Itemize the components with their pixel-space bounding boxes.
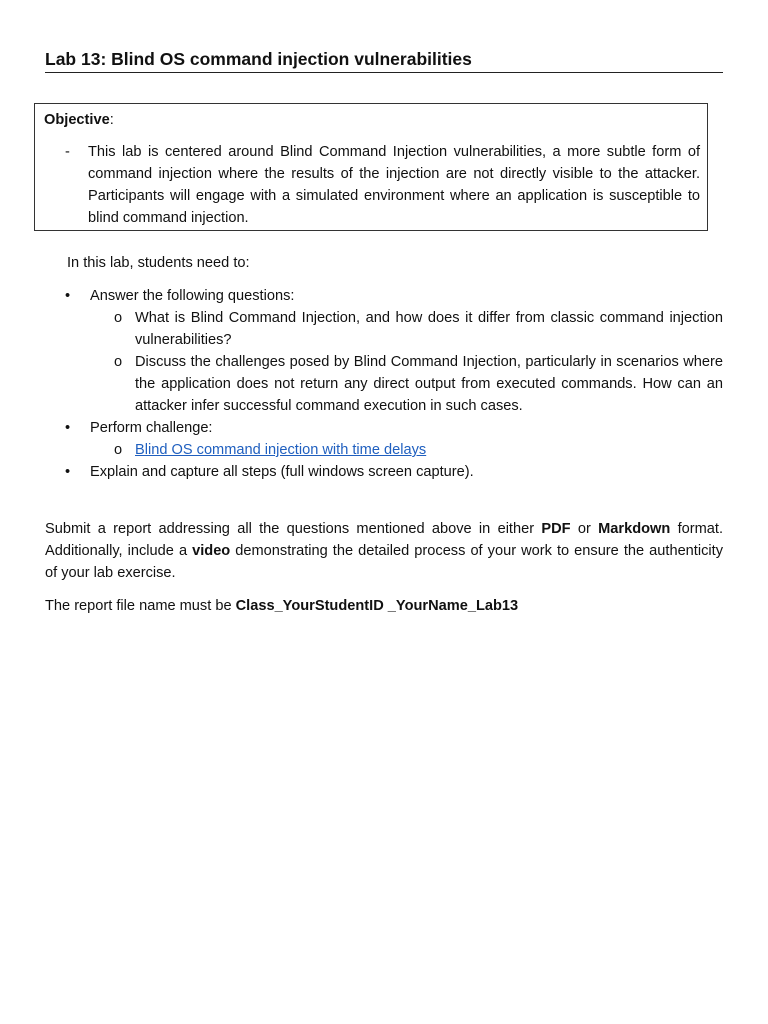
intro-text: In this lab, students need to: bbox=[67, 255, 250, 271]
question-text: What is Blind Command Injection, and how does it differ from classic command injection vulnerabilities? bbox=[135, 310, 723, 348]
task-label: Answer the following questions: bbox=[90, 288, 295, 304]
task-item-challenge bbox=[45, 417, 723, 461]
filename-instruction bbox=[45, 595, 518, 617]
task-list bbox=[45, 285, 723, 483]
bullet-icon: • bbox=[65, 464, 71, 480]
bullet-icon: • bbox=[65, 420, 71, 436]
filename-value: Class_YourStudentID _YourName_Lab13 bbox=[235, 598, 519, 614]
sub-bullet-icon: o bbox=[114, 442, 123, 458]
objective-label-text: Objective bbox=[44, 112, 110, 128]
pdf-format: PDF bbox=[541, 521, 571, 537]
task-label: Perform challenge: bbox=[90, 420, 213, 436]
challenge-list bbox=[90, 439, 723, 461]
question-item bbox=[45, 307, 723, 351]
filename-prefix: The report file name must be bbox=[45, 598, 236, 614]
objective-dash: - bbox=[65, 144, 70, 160]
submit-text-2: format. Additionally, include a bbox=[45, 521, 723, 559]
bullet-icon: • bbox=[65, 288, 71, 304]
submit-instructions bbox=[45, 518, 723, 584]
challenge-item bbox=[45, 439, 723, 461]
objective-text: This lab is centered around Blind Command Injection vulnerabilities, a more subtle form of command injection where the results of the injection are not directly visible to the attacker. Participants will engage with a simulated environment where an application is susceptible to blind command injection. bbox=[88, 144, 700, 226]
sub-bullet-icon: o bbox=[114, 354, 123, 370]
question-text: Discuss the challenges posed by Blind Command Injection, particularly in scenarios where the application does not return any direct output from executed commands. How can an attacker infer successful command execution in such cases. bbox=[135, 354, 723, 414]
task-label: Explain and capture all steps (full windows screen capture). bbox=[90, 464, 474, 480]
question-list bbox=[90, 307, 723, 417]
objective-label bbox=[44, 109, 114, 131]
task-item-questions bbox=[45, 285, 723, 417]
submit-text-3: demonstrating the detailed process of your work to ensure the authenticity of your lab exercise. bbox=[45, 543, 723, 581]
objective-colon: : bbox=[109, 112, 114, 128]
question-item bbox=[45, 351, 723, 417]
markdown-format: Markdown bbox=[598, 521, 671, 537]
sub-bullet-icon: o bbox=[114, 310, 123, 326]
objective-box bbox=[34, 103, 708, 231]
submit-text-1: Submit a report addressing all the questions mentioned above in either bbox=[45, 521, 542, 537]
video-word: video bbox=[192, 543, 231, 559]
challenge-link[interactable]: Blind OS command injection with time delays bbox=[135, 442, 427, 458]
task-item-capture bbox=[45, 461, 723, 483]
submit-or: or bbox=[570, 521, 599, 537]
page-title: Lab 13: Blind OS command injection vulnerabilities bbox=[45, 48, 723, 73]
